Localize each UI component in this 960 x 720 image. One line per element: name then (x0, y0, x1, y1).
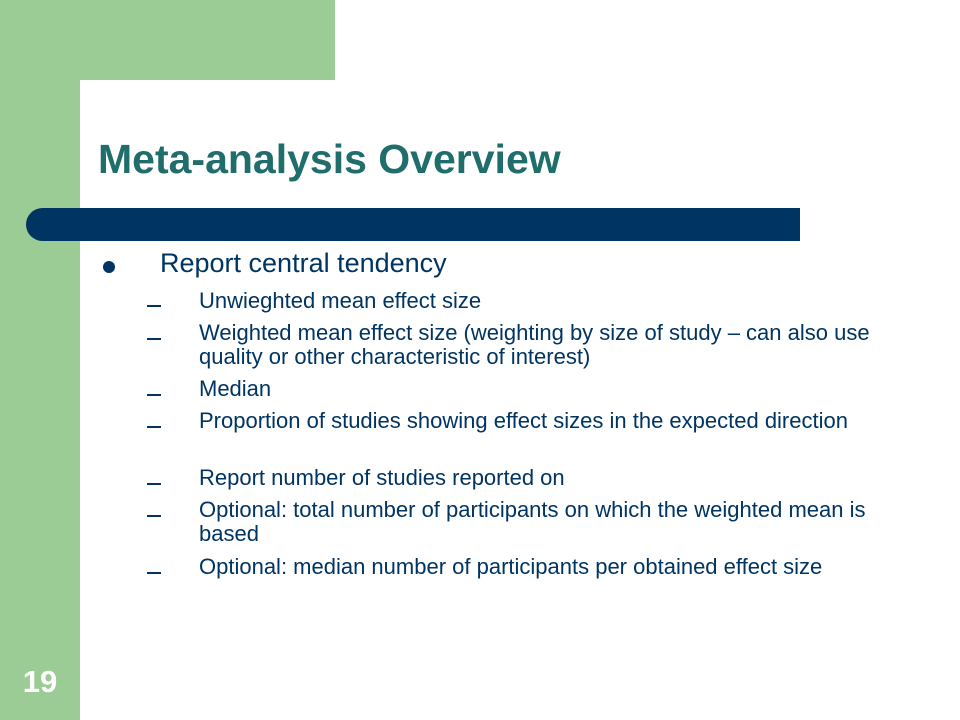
dash-icon (147, 572, 161, 574)
dash-icon (147, 305, 161, 307)
sub-bullet-text: Optional: median number of participants per obtained effect size (199, 554, 823, 579)
sub-bullet-text: Weighted mean effect size (weighting by size of study – can also use quality or other characteristic of interest) (199, 320, 870, 369)
dash-icon (147, 515, 161, 517)
bullet-dot-icon (103, 261, 115, 273)
dash-icon (147, 483, 161, 485)
slide-title: Meta-analysis Overview (98, 136, 561, 182)
dash-icon (147, 338, 161, 340)
sub-bullet-text: Report number of studies reported on (199, 465, 565, 490)
sub-bullet-text: Unwieghted mean effect size (199, 288, 482, 313)
sub-bullet-text: Optional: total number of participants on which the weighted mean is based (199, 497, 866, 546)
sub-bullet-text: Median (199, 376, 272, 401)
dash-icon (147, 394, 161, 396)
page-number: 19 (22, 664, 58, 699)
main-bullet-text: Report central tendency (160, 248, 447, 278)
dash-icon (147, 426, 161, 428)
sub-bullet-text: Proportion of studies showing effect sizes in the expected direction (199, 408, 848, 433)
